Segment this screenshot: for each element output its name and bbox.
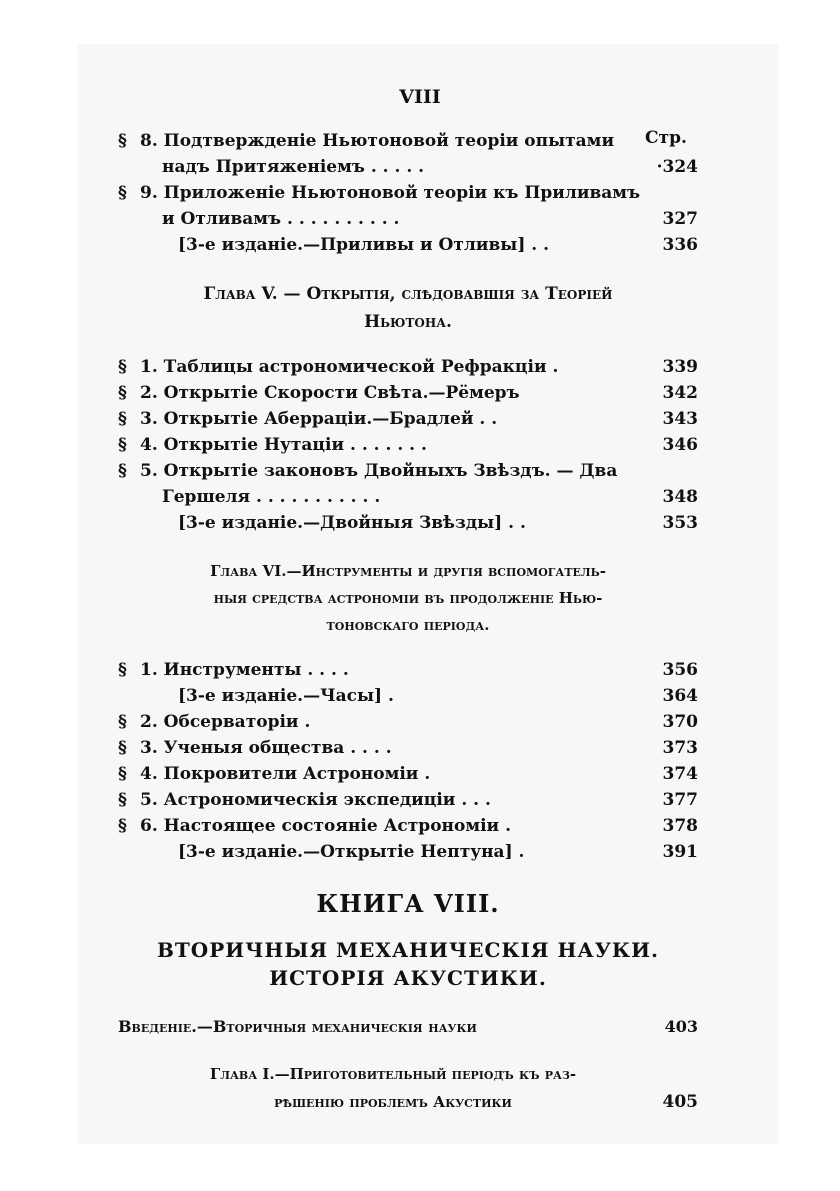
- toc-entry: [118, 735, 698, 761]
- entry-title: 3. Открытіе Аберраціи.—Брадлей . .: [140, 409, 498, 429]
- entry-page: 346: [662, 435, 698, 455]
- intro-entry: [118, 1014, 698, 1040]
- toc-entry: [118, 761, 698, 787]
- entry-page: ·324: [656, 157, 698, 177]
- entry-title: 5. Открытіе законовъ Двойныхъ Звѣздъ. — Два: [140, 461, 618, 481]
- section-mark: §: [118, 383, 127, 403]
- entry-title: 4. Покровители Астрономіи .: [140, 764, 431, 784]
- page-column-header: Стр.: [645, 128, 687, 148]
- toc-entry: [118, 206, 698, 232]
- subtitle-line2: ИСТОРІЯ АКУСТИКИ.: [269, 966, 547, 990]
- entry-title: надъ Притяженіемъ . . . . .: [162, 157, 425, 177]
- book-title: КНИГА VIII.: [316, 889, 500, 918]
- chapter-1-line1: Глава I.—Приготовительный періодъ къ раз-: [209, 1065, 577, 1083]
- intro-page: 403: [664, 1017, 698, 1036]
- entry-title: 3. Ученыя общества . . . .: [140, 738, 392, 758]
- entry-page: 336: [662, 235, 698, 255]
- chapter-6-line3: тоновскаго періода.: [326, 616, 490, 634]
- section-mark: §: [118, 816, 127, 836]
- toc-entry: [118, 232, 698, 258]
- entry-page: 348: [662, 487, 698, 507]
- entry-page: 356: [662, 660, 698, 680]
- toc-entry: [118, 683, 698, 709]
- chapter-5-heading: [138, 280, 678, 336]
- subtitle-line1: ВТОРИЧНЫЯ МЕХАНИЧЕСКІЯ НАУКИ.: [157, 938, 659, 962]
- toc-entry: [118, 432, 698, 458]
- entry-title: [3-е изданіе.—Двойныя Звѣзды] . .: [178, 513, 526, 533]
- chapter-1-text: [118, 1060, 638, 1116]
- entry-page: 343: [662, 409, 698, 429]
- entry-page: 370: [662, 712, 698, 732]
- entry-title: [3-е изданіе.—Часы] .: [178, 686, 394, 706]
- toc-entry: [118, 354, 698, 380]
- section-mark: §: [118, 712, 127, 732]
- section-mark: §: [118, 461, 127, 481]
- chapter-1-line2: рѣшенію проблемъ Акустики: [274, 1093, 512, 1111]
- toc-entry: [118, 484, 698, 510]
- chapter-6-line1: Глава VI.—Инструменты и другія вспомогатель-: [210, 562, 606, 580]
- entry-page: 373: [662, 738, 698, 758]
- section-mark: §: [118, 183, 127, 203]
- entry-page: 353: [662, 513, 698, 533]
- entry-title: 2. Открытіе Скорости Свѣта.—Рёмеръ: [140, 383, 520, 403]
- entry-title: 8. Подтвержденіе Ньютоновой теоріи опытами: [140, 131, 615, 151]
- toc-entry: [118, 406, 698, 432]
- book-subtitle: [118, 936, 698, 992]
- intro-text: Введеніе.—Вторичныя механическія науки: [118, 1017, 477, 1036]
- toc-entry: [118, 813, 698, 839]
- chapter-6-line2: ныя средства астрономіи въ продолженіе Нью-: [213, 589, 603, 607]
- entry-title: 1. Инструменты . . . .: [140, 660, 349, 680]
- page-number: VIII: [399, 86, 441, 108]
- entry-page: 374: [662, 764, 698, 784]
- entry-title: и Отливамъ . . . . . . . . . .: [162, 209, 400, 229]
- section-mark: §: [118, 409, 127, 429]
- toc-entry: [118, 839, 698, 865]
- toc-section-top: [118, 128, 698, 258]
- toc-entry: [118, 510, 698, 536]
- chapter-6-heading: [138, 558, 678, 639]
- section-mark: §: [118, 790, 127, 810]
- entry-title: [3-е изданіе.—Приливы и Отливы] . .: [178, 235, 550, 255]
- section-mark: §: [118, 435, 127, 455]
- toc-section-ch6: [118, 657, 698, 865]
- toc-entry: [118, 657, 698, 683]
- entry-title: 4. Открытіе Нутаціи . . . . . . .: [140, 435, 427, 455]
- chapter-1-page: 405: [662, 1092, 698, 1112]
- toc-section-ch5: [118, 354, 698, 536]
- toc-entry: [118, 380, 698, 406]
- toc-entry: [118, 787, 698, 813]
- entry-title: 5. Астрономическія экспедиціи . . .: [140, 790, 491, 810]
- entry-title: 2. Обсерваторіи .: [140, 712, 311, 732]
- entry-page: 378: [662, 816, 698, 836]
- section-mark: §: [118, 738, 127, 758]
- entry-title: 6. Настоящее состояніе Астрономіи .: [140, 816, 511, 836]
- chapter-5-line2: Ньютона.: [364, 312, 452, 332]
- toc-content: [118, 86, 698, 1116]
- entry-page: 339: [662, 357, 698, 377]
- section-mark: §: [118, 357, 127, 377]
- chapter-1-entry: [118, 1060, 698, 1116]
- section-mark: §: [118, 764, 127, 784]
- entry-title: 1. Таблицы астрономической Рефракціи .: [140, 357, 559, 377]
- chapter-5-line1: Глава V. — Открытія, слѣдовавшія за Теоріей: [203, 284, 613, 304]
- toc-entry: [118, 180, 698, 206]
- toc-entry: [118, 458, 698, 484]
- toc-entry: [118, 709, 698, 735]
- entry-page: 377: [662, 790, 698, 810]
- toc-entry: [118, 154, 698, 180]
- section-mark: §: [118, 131, 127, 151]
- entry-page: 391: [662, 842, 698, 862]
- entry-page: 342: [662, 383, 698, 403]
- entry-page: 364: [662, 686, 698, 706]
- toc-entry: [118, 128, 698, 154]
- entry-title: [3-е изданіе.—Открытіе Нептуна] .: [178, 842, 525, 862]
- entry-title: 9. Приложеніе Ньютоновой теоріи къ Приливамъ: [140, 183, 641, 203]
- entry-page: 327: [662, 209, 698, 229]
- entry-title: Гершеля . . . . . . . . . . .: [162, 487, 381, 507]
- section-mark: §: [118, 660, 127, 680]
